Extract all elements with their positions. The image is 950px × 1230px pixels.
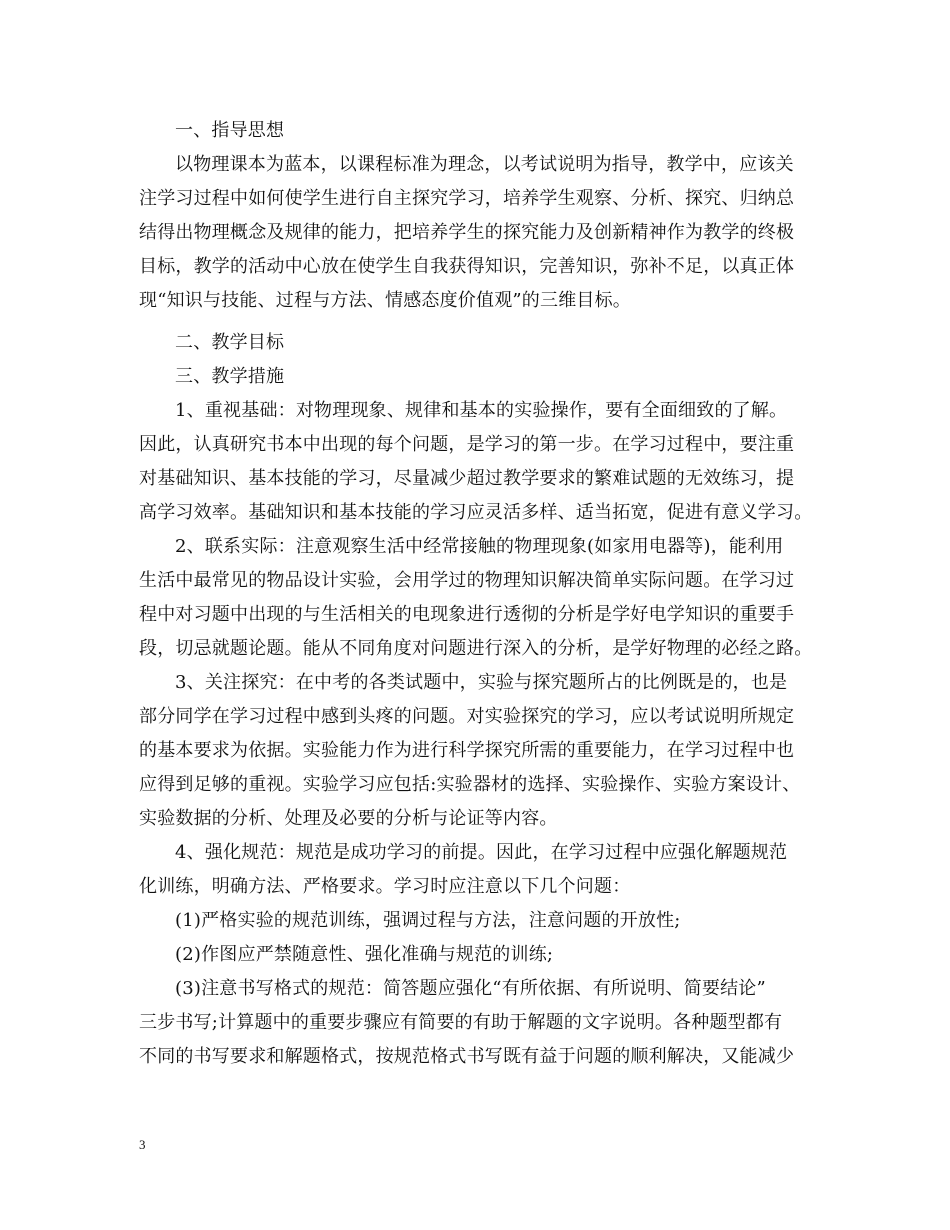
paragraph-line: 应得到足够的重视。实验学习应包括:实验器材的选择、实验操作、实验方案设计、 <box>139 774 801 795</box>
paragraph-line: 4、强化规范：规范是成功学习的前提。因此，在学习过程中应强化解题规范 <box>175 842 788 863</box>
heading-teaching-goals: 二、教学目标 <box>175 332 285 353</box>
paragraph-line: 部分同学在学习过程中感到头疼的问题。对实验探究的学习，应以考试说明所规定 <box>139 706 795 727</box>
paragraph-line: 对基础知识、基本技能的学习，尽量减少超过教学要求的繁难试题的无效练习，提 <box>139 468 795 489</box>
paragraph-line: 1、重视基础：对物理现象、规律和基本的实验操作，要有全面细致的了解。 <box>175 400 788 421</box>
paragraph-line: 结得出物理概念及规律的能力，把培养学生的探究能力及创新精神作为教学的终极 <box>139 222 795 243</box>
paragraph-line: 以物理课本为蓝本，以课程标准为理念，以考试说明为指导，教学中，应该关 <box>175 154 794 175</box>
list-item-1: (1)严格实验的规范训练，强调过程与方法，注意问题的开放性; <box>175 910 681 931</box>
paragraph-line: 段，切忌就题论题。能从不同角度对问题进行深入的分析，是学好物理的必经之路。 <box>139 638 813 659</box>
paragraph-line: 高学习效率。基础知识和基本技能的学习应灵活多样、适当拓宽，促进有意义学习。 <box>139 502 813 523</box>
list-item-2: (2)作图应严禁随意性、强化准确与规范的训练; <box>175 944 554 965</box>
paragraph-line: 三步书写;计算题中的重要步骤应有简要的有助于解题的文字说明。各种题型都有 <box>139 1012 783 1033</box>
paragraph-line: 的基本要求为依据。实验能力作为进行科学探究所需的重要能力，在学习过程中也 <box>139 740 795 761</box>
paragraph-line: 因此，认真研究书本中出现的每个问题，是学习的第一步。在学习过程中，要注重 <box>139 434 795 455</box>
paragraph-line: 现“知识与技能、过程与方法、情感态度价值观”的三维目标。 <box>139 290 632 311</box>
heading-guiding-ideology: 一、指导思想 <box>175 120 285 141</box>
heading-teaching-measures: 三、教学措施 <box>175 366 285 387</box>
paragraph-line: 2、联系实际：注意观察生活中经常接触的物理现象(如家用电器等)，能利用 <box>175 536 784 557</box>
paragraph-line: 3、关注探究：在中考的各类试题中，实验与探究题所占的比例既是的，也是 <box>175 672 788 693</box>
paragraph-line: 程中对习题中出现的与生活相关的电现象进行透彻的分析是学好电学知识的重要手 <box>139 604 795 625</box>
list-item-3: (3)注意书写格式的规范：简答题应强化“有所依据、有所说明、简要结论” <box>175 978 766 999</box>
paragraph-line: 目标，教学的活动中心放在使学生自我获得知识，完善知识，弥补不足，以真正体 <box>139 256 795 277</box>
page-number: 3 <box>139 1137 146 1152</box>
paragraph-line: 不同的书写要求和解题格式，按规范格式书写既有益于问题的顺利解决，又能减少 <box>139 1046 795 1067</box>
paragraph-line: 生活中最常见的物品设计实验，会用学过的物理知识解决简单实际问题。在学习过 <box>139 570 795 591</box>
paragraph-line: 注学习过程中如何使学生进行自主探究学习，培养学生观察、分析、探究、归纳总 <box>139 188 795 209</box>
paragraph-line: 化训练，明确方法、严格要求。学习时应注意以下几个问题： <box>139 876 631 897</box>
paragraph-line: 实验数据的分析、处理及必要的分析与论证等内容。 <box>139 808 558 829</box>
